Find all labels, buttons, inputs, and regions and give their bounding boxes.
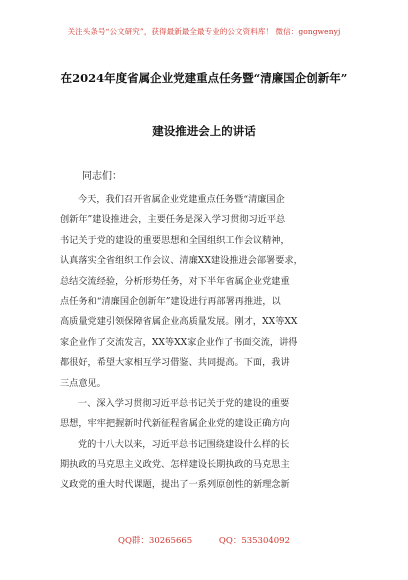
footer-qq-group: QQ群：30265665 (117, 536, 193, 546)
footer-qq-number: QQ：535304092 (218, 536, 290, 546)
body-line: 家企业作了交流发言，XX等XX家企业作了书面交流，讲得 (60, 336, 298, 348)
body-line: 认真落实全省组织工作会议、清廉XX建设推进会部署要求， (60, 255, 303, 267)
body-line: 期执政的马克思主义政党、怎样建设长期执政的马克思主 (60, 459, 290, 471)
section-heading-line: 思想，牢牢把握新时代新征程省属企业党的建设正确方向 (60, 418, 290, 430)
section-heading-line: 一、深入学习贯彻习近平总书记关于党的建设的重要 (78, 397, 290, 409)
body-line: 三点意见。 (60, 377, 106, 389)
header-banner: 关注头条号“公文研究”，获得最新最全最专业的公文资料库！ 微信：gongwenyj (67, 27, 341, 36)
body-line: 义政党的重大时代课题，提出了一系列原创性的新理念新 (60, 479, 290, 491)
body-line: 今天，我们召开省属企业党建重点任务暨“清廉国企 (78, 194, 285, 205)
body-line: 书记关于党的建设的重要思想和全国组织工作会议精神， (60, 234, 290, 246)
body-line: 高质量党建引领保障省属企业高质量发展。刚才，XX等XX (60, 316, 298, 328)
document-title-line-2: 建设推进会上的讲话 (152, 124, 256, 138)
body-line: 点任务和“清廉国企创新年”建设进行再部署再推进，以 (60, 295, 281, 307)
document-title-line-1: 在2024年度省属企业党建重点任务暨“清廉国企创新年” (60, 71, 348, 85)
footer-contact (0, 534, 408, 546)
salutation: 同志们： (82, 171, 122, 182)
body-line: 创新年”建设推进会，主要任务是深入学习贯彻习近平总 (60, 214, 286, 226)
body-line: 党的十八大以来，习近平总书记围绕建设什么样的长 (78, 438, 290, 450)
body-line: 都很好，希望大家相互学习借鉴、共同提高。下面，我讲 (60, 357, 290, 369)
body-line: 总结交流经验，分析形势任务，对下半年省属企业党建重 (60, 275, 290, 287)
body-text (60, 190, 360, 496)
